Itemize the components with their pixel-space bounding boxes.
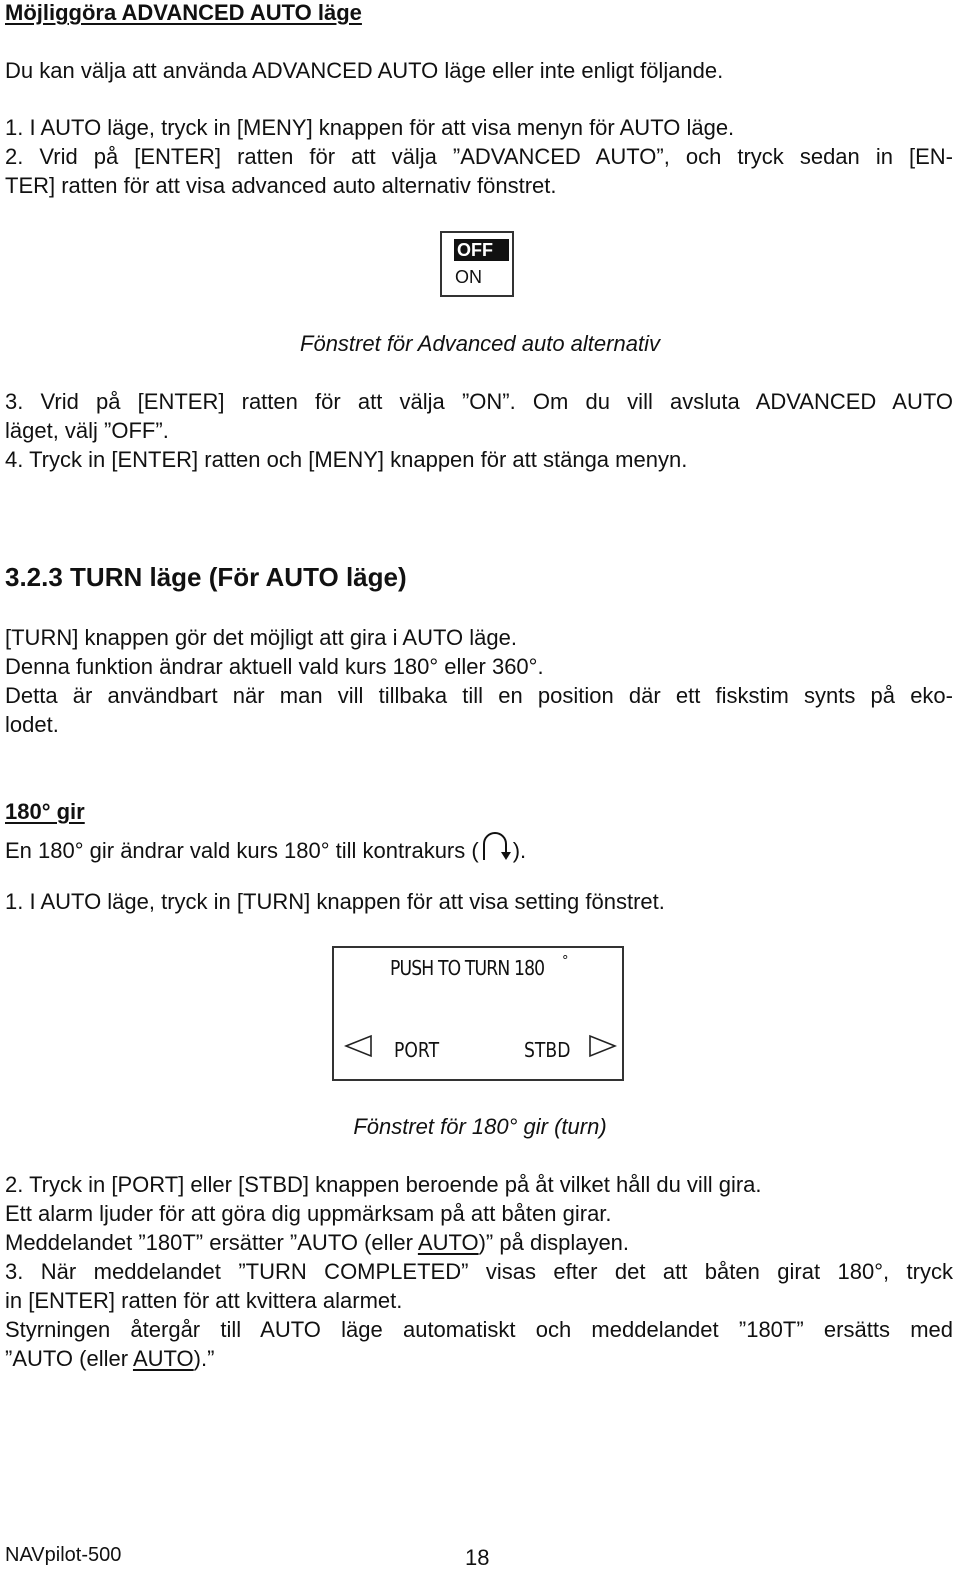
turn-setting-window xyxy=(332,946,624,1081)
step-1: 1. I AUTO läge, tryck in [MENY] knappen för att visa menyn för AUTO läge. xyxy=(5,115,735,140)
step-c-line-5: in [ENTER] ratten för att kvittera alarmet. xyxy=(5,1288,403,1313)
turn-para-line-4: lodet. xyxy=(5,712,59,737)
line3-before: Meddelandet ”180T” ersätter ”AUTO (eller xyxy=(5,1230,418,1255)
line3-after: )” på displayen. xyxy=(478,1230,630,1255)
option-off: OFF xyxy=(454,239,509,261)
stbd-label: STBD xyxy=(524,1038,571,1062)
line3-auto-underlined: AUTO xyxy=(417,1230,479,1255)
step-c-line-4: 3. När meddelandet ”TURN COMPLETED” visas efter det att båten girat 180°, tryck xyxy=(5,1259,953,1284)
advanced-auto-option-window xyxy=(440,231,514,297)
gir-heading: 180° gir xyxy=(5,799,85,824)
turn-window-title: PUSH TO TURN 180 xyxy=(390,956,545,980)
step-c-line-6: Styrningen återgår till AUTO läge automatiskt och meddelandet ”180T” ersätts med xyxy=(5,1317,953,1342)
step-c-line-7 xyxy=(5,1346,214,1372)
left-triangle-icon xyxy=(344,1034,374,1058)
port-label: PORT xyxy=(394,1038,440,1062)
turn-window-caption: Fönstret för 180° gir (turn) xyxy=(353,1114,607,1139)
option-window-caption: Fönstret för Advanced auto alternativ xyxy=(300,331,660,356)
line7-before: ”AUTO (eller xyxy=(5,1346,133,1371)
line7-after: ).” xyxy=(193,1346,215,1371)
intro-text: Du kan välja att använda ADVANCED AUTO läge eller inte enligt följande. xyxy=(5,58,724,83)
step-2-line-1: 2. Vrid på [ENTER] ratten för att välja ”ADVANCED AUTO”, och tryck sedan in [EN- xyxy=(5,144,953,169)
gir-desc-after: ). xyxy=(512,838,527,863)
turn-para-line-1: [TURN] knappen gör det möjligt att gira i AUTO läge. xyxy=(5,625,517,650)
section-title: Möjliggöra ADVANCED AUTO läge xyxy=(5,0,362,25)
footer-page-number: 18 xyxy=(465,1545,490,1570)
turn-window-degree: ° xyxy=(562,954,569,969)
step-3-line-2: läget, välj ”OFF”. xyxy=(5,418,169,443)
option-on: ON xyxy=(455,267,482,287)
step-2-line-2: TER] ratten för att visa advanced auto alternativ fönstret. xyxy=(5,173,557,198)
gir-desc-before: En 180° gir ändrar vald kurs 180° till kontrakurs ( xyxy=(5,838,479,863)
step-3-line-1: 3. Vrid på [ENTER] ratten för att välja ”ON”. Om du vill avsluta ADVANCED AUTO xyxy=(5,389,953,414)
gir-description xyxy=(5,832,526,868)
step-c-line-1: 2. Tryck in [PORT] eller [STBD] knappen beroende på åt vilket håll du vill gira. xyxy=(5,1172,762,1197)
step-c-line-3 xyxy=(5,1230,629,1256)
turn-heading: 3.2.3 TURN läge (För AUTO läge) xyxy=(5,562,407,592)
line7-auto-underlined: AUTO xyxy=(132,1346,194,1371)
right-triangle-icon xyxy=(587,1034,617,1058)
gir-step-1: 1. I AUTO läge, tryck in [TURN] knappen för att visa setting fönstret. xyxy=(5,889,665,914)
u-turn-arrow-icon xyxy=(479,832,513,868)
turn-para-line-2: Denna funktion ändrar aktuell vald kurs 180° eller 360°. xyxy=(5,654,544,679)
step-4: 4. Tryck in [ENTER] ratten och [MENY] knappen för att stänga menyn. xyxy=(5,447,688,472)
turn-para-line-3: Detta är användbart när man vill tillbaka till en position där ett fiskstim synts på eko- xyxy=(5,683,953,708)
footer-product: NAVpilot-500 xyxy=(5,1544,122,1566)
step-c-line-2: Ett alarm ljuder för att göra dig uppmärksam på att båten girar. xyxy=(5,1201,612,1226)
